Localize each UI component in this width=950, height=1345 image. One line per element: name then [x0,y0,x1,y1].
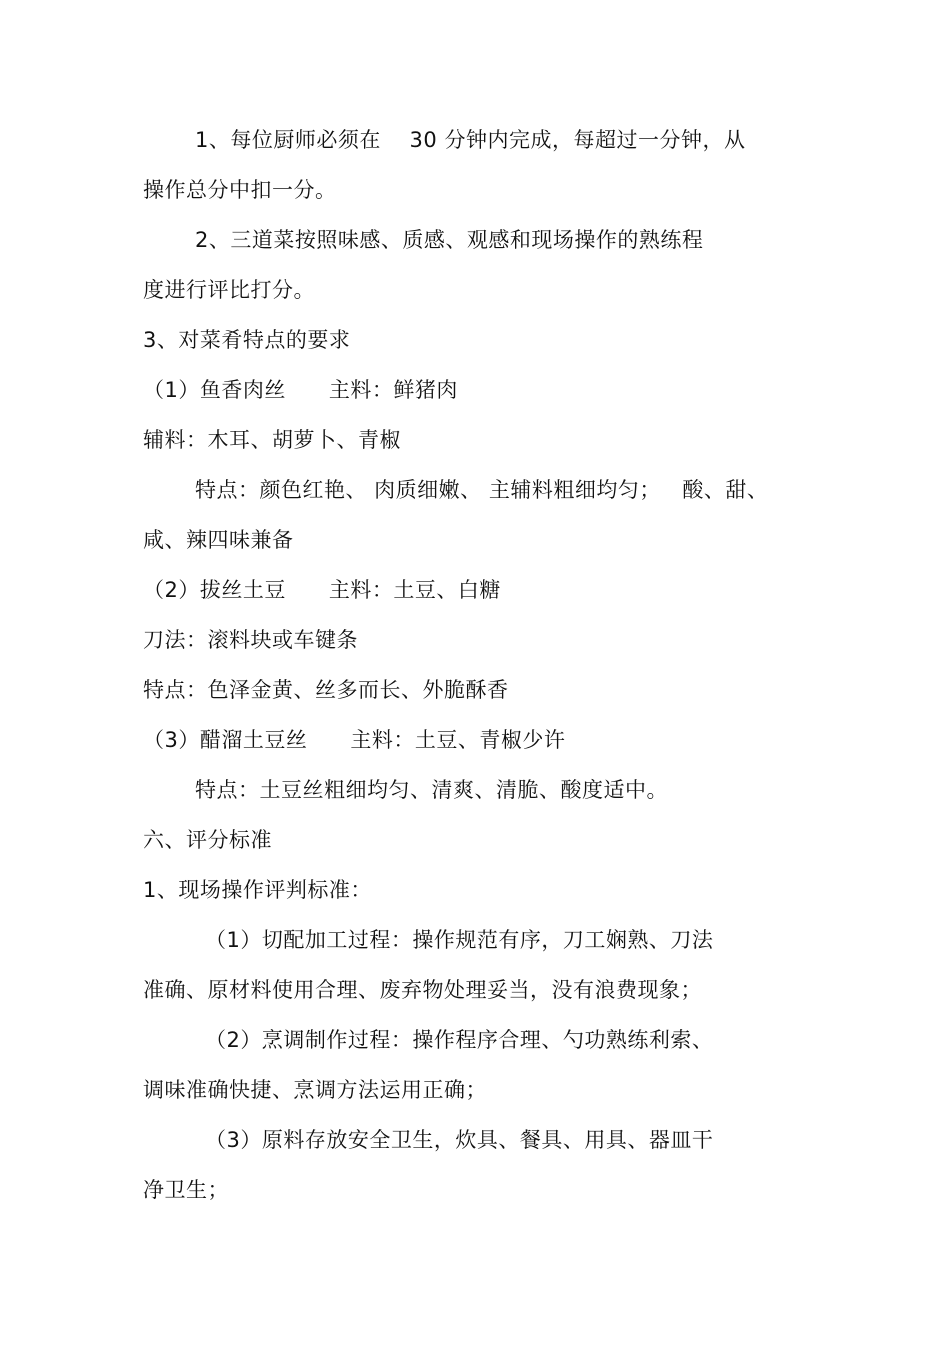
dish-1-features-cont: 咸、辣四味兼备 [143,528,294,552]
dish-1-features: 特点：颜色红艳、 肉质细嫩、 主辅料粗细均匀； 酸、甜、 [195,478,769,502]
dish-1-title: （1）鱼香肉丝 主料：鲜猪肉 [143,378,458,402]
dish-1-auxiliary: 辅料：木耳、胡萝卜、青椒 [143,428,401,452]
dish-2-title: （2）拔丝土豆 主料：土豆、白糖 [143,578,501,602]
paragraph-line-2: 操作总分中扣一分。 [143,178,337,202]
dish-2-knife-method: 刀法：滚料块或车键条 [143,628,358,652]
scoring-item-1-cont: 准确、原材料使用合理、废弃物处理妥当，没有浪费现象； [143,978,702,1002]
dish-2-features: 特点：色泽金黄、丝多而长、外脆酥香 [143,678,509,702]
scoring-item-2: （2）烹调制作过程：操作程序合理、勺功熟练利索、 [205,1028,714,1052]
scoring-item-3: （3）原料存放安全卫生，炊具、餐具、用具、器皿干 [205,1128,714,1152]
section-heading-scoring: 六、评分标准 [143,828,272,852]
scoring-subheading: 1、现场操作评判标准： [143,878,372,902]
paragraph-line-4: 度进行评比打分。 [143,278,315,302]
section-heading-dish-requirements: 3、对菜肴特点的要求 [143,328,351,352]
scoring-item-2-cont: 调味准确快捷、烹调方法运用正确； [143,1078,487,1102]
paragraph-line-3: 2、三道菜按照味感、质感、观感和现场操作的熟练程 [195,228,704,252]
dish-3-features: 特点：土豆丝粗细均匀、清爽、清脆、酸度适中。 [195,778,668,802]
dish-3-title: （3）醋溜土豆丝 主料：土豆、青椒少许 [143,728,566,752]
scoring-item-3-cont: 净卫生； [143,1178,229,1202]
paragraph-line-1: 1、每位厨师必须在 30 分钟内完成，每超过一分钟，从 [195,128,746,152]
scoring-item-1: （1）切配加工过程：操作规范有序，刀工娴熟、刀法 [205,928,714,952]
